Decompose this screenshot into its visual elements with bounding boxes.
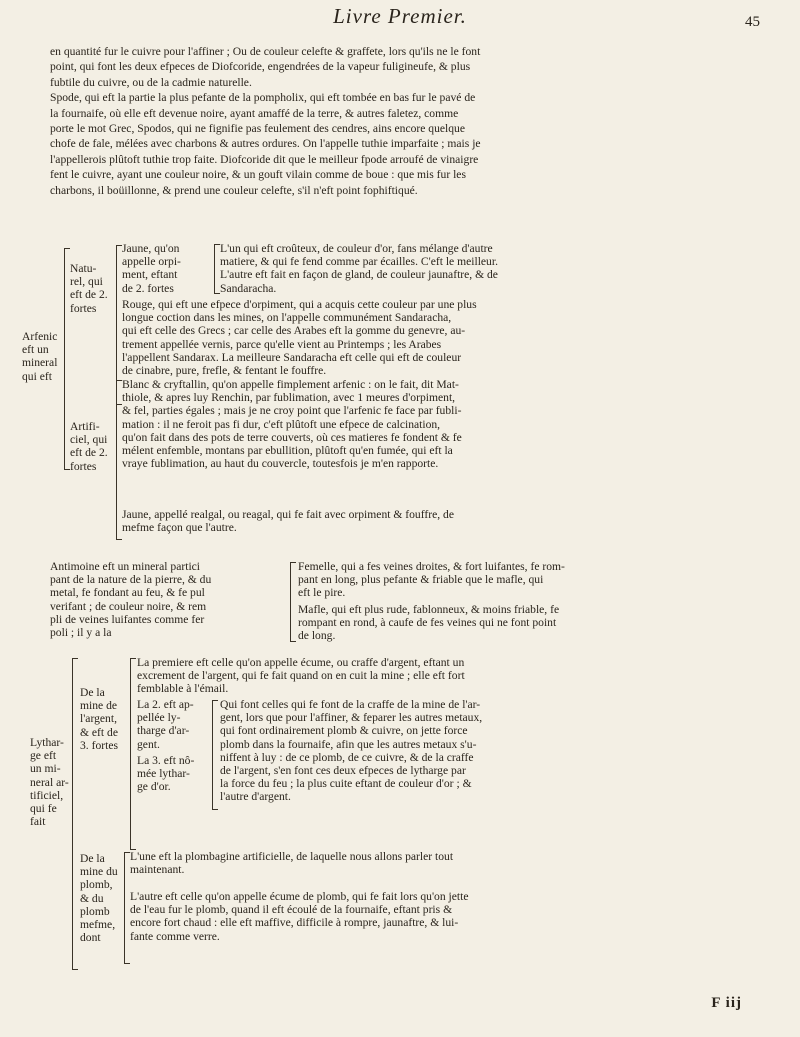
text-line: fait [30, 815, 46, 829]
text-line: encore fort chaud : elle eft maffive, difficile à rompre, jaunaftre, & lui- [130, 916, 459, 930]
mine-argent-label [80, 686, 118, 752]
text-line: 3. fortes [80, 738, 118, 752]
text-line: Artifi- [70, 420, 100, 433]
text-line: La 3. eft nô- [137, 754, 195, 767]
text-line: l'appellerois plûtoft tuthie trop faite. Diofcoride dit que le meilleur fpode arroufé de vinaigre [50, 152, 479, 166]
lytharge-deux-label [137, 698, 194, 751]
text-line: eft de 2. [70, 288, 108, 302]
text-line: Rouge, qui eft une efpece d'orpiment, qui a acquis cette couleur par une plus [122, 298, 477, 311]
text-line: charbons, il boüillonne, & prend une couleur celefte, s'il n'eft point fophiftiqué. [50, 183, 418, 197]
text-line: & eft de [80, 725, 118, 739]
text-line: point, qui font les deux efpeces de Diofcoride, engendrées de la vapeur fuligineufe, & plus [50, 60, 471, 74]
text-line: mélent enfemble, montans par ebullition, plûtoft qu'en fumée, qui eft la [122, 444, 453, 458]
text-line: appelle orpi- [122, 255, 181, 269]
text-line: thiole, & apres luy Renchin, par fublimation, avec 1 meures d'orpiment, [122, 391, 456, 405]
text-line: en quantité fur le cuivre pour l'affiner ; Ou de couleur celefte & graffete, lors qu'ils ne le font [50, 45, 481, 58]
text-line: Antimoine eft un mineral partici [50, 560, 201, 573]
lytharge-label [30, 736, 69, 828]
text-line: longue coction dans les mines, on l'appelle communément Sandaracha, [122, 311, 452, 325]
text-line: Spode, qui eft la partie la plus pefante de la pompholix, qui eft tombée en bas fur le pavé de [50, 91, 476, 105]
text-line: rompant en rond, à caufe de fes veines qui ne font point [298, 616, 557, 630]
text-line: Natu- [70, 262, 97, 275]
text-line: plomb [80, 904, 110, 918]
text-line: poli ; il y a la [50, 626, 112, 640]
paragraph-spode [50, 44, 750, 198]
text-line: gent, lors que pour l'affiner, & feparer les autres metaux, [220, 711, 483, 725]
text-line: maintenant. [130, 863, 185, 877]
text-line: metal, fe fondant au feu, & fe pul [50, 586, 205, 600]
antimoine-brace [290, 562, 296, 642]
artificiel-label [70, 420, 108, 473]
lytharge-premiere [137, 656, 465, 696]
mine-plomb-label [80, 852, 118, 944]
text-line: Lythar- [30, 736, 64, 749]
text-line: mée lythar- [137, 767, 190, 781]
naturel-label [70, 262, 108, 315]
text-line: l'argent, [80, 712, 117, 726]
text-line: la force du feu ; la plus cuite eftant de couleur d'or ; & [220, 777, 472, 791]
text-line: plomb dans la fournaife, afin que les autres metaux s'u- [220, 737, 477, 751]
text-line: de l'eau fur le plomb, quand il eft écoulé de la fournaife, eftant pris & [130, 903, 453, 917]
text-line: de 2. fortes [122, 281, 174, 295]
text-line: Jaune, qu'on [122, 242, 180, 255]
jaune-realgal-text [122, 508, 454, 534]
text-line: tificiel, [30, 788, 64, 802]
text-line: dont [80, 931, 101, 945]
text-line: Blanc & cryftallin, qu'on appelle fimplement arfenic : on le fait, dit Mat- [122, 378, 459, 391]
plomb-une-text [130, 850, 453, 876]
text-line: ciel, qui [70, 433, 108, 447]
plomb-autre-text [130, 890, 469, 943]
jaune-items [220, 242, 498, 295]
text-line: rel, qui [70, 275, 103, 289]
text-line: fubtile du cuivre, ou de la cadmie naturelle. [50, 75, 252, 89]
text-line: mine de [80, 699, 118, 713]
text-line: mineral [22, 356, 58, 370]
text-line: pli de veines luifantes comme fer [50, 612, 205, 626]
text-line: de cinabre, pure, frefle, & fentant le fouffre. [122, 364, 327, 378]
text-line: pant en long, plus pefante & friable que le mafle, qui [298, 573, 544, 587]
text-line: Mafle, qui eft plus rude, fablonneux, & moins friable, fe [298, 603, 560, 616]
text-line: Femelle, qui a fes veines droites, & fort luifantes, fe rom- [298, 560, 565, 573]
lytharge-deux-text [220, 698, 482, 804]
text-line: l'appellent Sandarax. La meilleure Sandaracha eft celle qui eft de couleur [122, 350, 462, 364]
jaune-label [122, 242, 181, 295]
text-line: l'autre d'argent. [220, 790, 291, 804]
text-line: Jaune, appellé realgal, ou reagal, qui fe fait avec orpiment & fouffre, de [122, 508, 454, 521]
text-line: Sandaracha. [220, 281, 277, 295]
text-line: L'autre eft fait en façon de gland, de couleur jaunaftre, & de [220, 268, 498, 282]
text-line: matiere, & qui fe fend comme par écailles. C'eft le meilleur. [220, 255, 498, 269]
text-line: & du [80, 891, 104, 905]
text-line: mine du [80, 865, 118, 879]
text-line: excrement de l'argent, qui fe fait quand on en cuit la mine ; elle eft fort [137, 669, 465, 683]
text-line: eft le pire. [298, 586, 346, 600]
text-line: La 2. eft ap- [137, 698, 194, 711]
text-line: la fournaife, où elle eft devenue noire, ayant amaffé de la terre, & autres faletez, comme [50, 106, 459, 120]
mine-argent-brace [130, 658, 136, 850]
text-line: Arfenic [22, 330, 58, 343]
text-line: ge d'or. [137, 780, 171, 794]
text-line: qui eft [22, 369, 52, 383]
text-line: ment, eftant [122, 268, 178, 282]
text-line: fortes [70, 301, 97, 315]
text-line: eft de 2. [70, 446, 108, 460]
signature-mark: F iij [711, 995, 742, 1011]
text-line: mefme façon que l'autre. [122, 521, 237, 535]
text-line: De la [80, 686, 105, 699]
text-line: L'un qui eft croûteux, de couleur d'or, fans mélange d'autre [220, 242, 493, 255]
text-line: & fel, parties égales ; mais je ne croy point que l'arfenic fe face par fubli- [122, 404, 462, 418]
text-line: plomb, [80, 878, 113, 892]
text-line: De la [80, 852, 105, 865]
text-line: fortes [70, 459, 97, 473]
text-line: pellée ly- [137, 711, 181, 725]
text-line: ge eft [30, 749, 57, 763]
text-line: fante comme verre. [130, 929, 220, 943]
text-line: mefme, [80, 918, 116, 932]
lytharge-trois-label [137, 754, 194, 794]
text-line: tharge d'ar- [137, 724, 190, 738]
text-line: verifant ; de couleur noire, & rem [50, 599, 207, 613]
text-line: femblable à l'émail. [137, 682, 229, 696]
text-line: qui eft celle des Grecs ; car celle des Arabes eft la gomme du genevre, au- [122, 324, 466, 338]
text-line: qui fe [30, 802, 57, 816]
text-line: pant de la nature de la pierre, & du [50, 573, 212, 587]
text-line: eft un [22, 343, 49, 357]
text-line: mation : il ne feroit pas fi dur, c'eft plûtoft une efpece de calcination, [122, 417, 441, 431]
text-line: de l'argent, s'en font ces deux efpeces de lytharge par [220, 764, 466, 778]
femelle-text [298, 560, 565, 600]
page-number: 45 [745, 14, 760, 30]
text-line: trement appellée vernis, parce qu'elle vient au Printemps ; les Arabes [122, 337, 442, 351]
text-line: un mi- [30, 762, 61, 776]
text-line: chofe de fale, mélées avec charbons & autres ordures. On l'appelle tuthie imparfaite ; mais je [50, 137, 481, 151]
arsenic-label [22, 330, 57, 383]
text-line: La premiere eft celle qu'on appelle écume, ou craffe d'argent, eftant un [137, 656, 465, 669]
text-line: niffent à luy : de ce plomb, de ce cuivre, & de la craffe [220, 750, 474, 764]
lytharge-brace [72, 658, 78, 970]
text-line: qu'on fait dans des pots de terre couverts, où ces matieres fe fondent & fe [122, 430, 462, 444]
text-line: fent le cuivre, ayant une couleur noire, & un gouft vilain comme de boue : que mis fur les [50, 168, 466, 182]
masle-text [298, 603, 559, 643]
text-line: gent. [137, 737, 160, 751]
text-line: vraye fublimation, au haut du couvercle, toutesfois je m'en rapporte. [122, 457, 439, 471]
text-line: Qui font celles qui fe font de la craffe de la mine de l'ar- [220, 698, 481, 711]
text-line: qui font ordinairement plomb & cuivre, on jette force [220, 724, 468, 738]
lytharge-deux-brace [212, 700, 218, 810]
text-line: neral ar- [30, 775, 69, 789]
text-line: L'autre eft celle qu'on appelle écume de plomb, qui fe fait lors qu'on jette [130, 890, 469, 903]
running-title: Livre Premier. [333, 4, 467, 28]
text-line: de long. [298, 629, 336, 643]
blanc-text [122, 378, 462, 470]
rouge-text [122, 298, 477, 377]
text-line: L'une eft la plombagine artificielle, de laquelle nous allons parler tout [130, 850, 454, 863]
antimoine-text [50, 560, 211, 639]
text-line: porte le mot Grec, Spodos, qui ne fignifie pas feulement des cendres, ains encore quelque [50, 122, 465, 136]
